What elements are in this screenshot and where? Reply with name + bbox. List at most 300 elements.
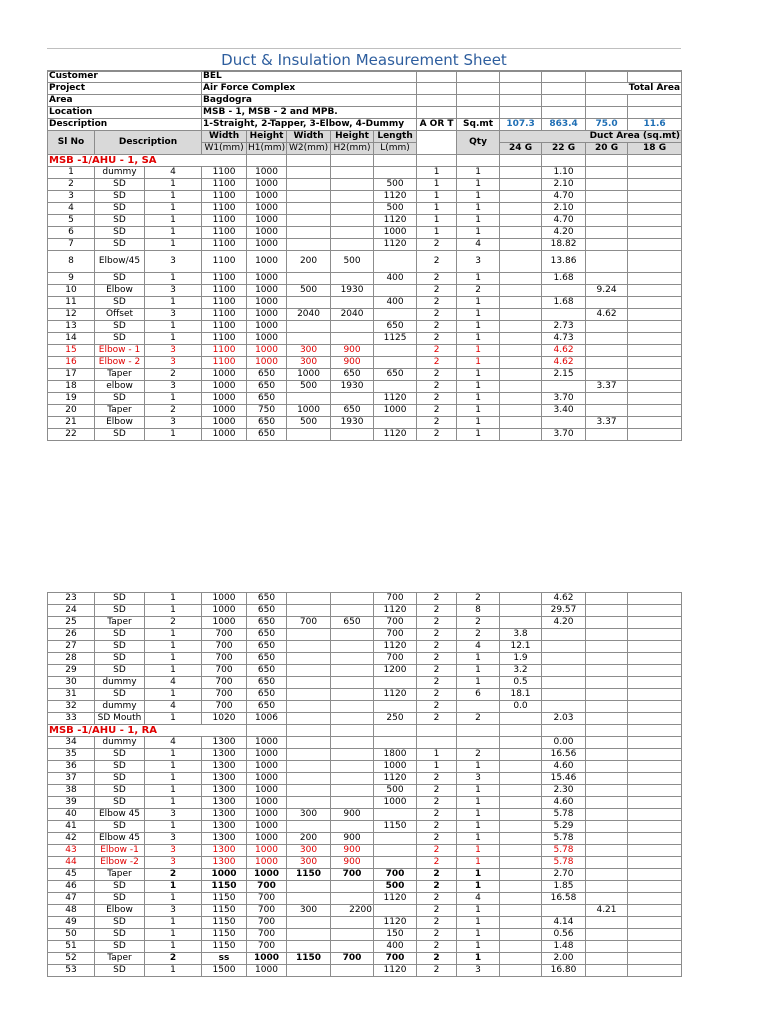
header-qty: Qty: [457, 131, 500, 155]
cell-a-or-t: 1: [417, 179, 457, 191]
cell-length: [374, 845, 417, 857]
cell-w2: [287, 797, 331, 809]
cell-type: 2: [145, 369, 202, 381]
cell-sl-no: 26: [48, 629, 95, 641]
cell-description: SD: [95, 881, 145, 893]
cell-sl-no: 11: [48, 297, 95, 309]
table-row: [48, 641, 682, 653]
cell-a-or-t: 1: [417, 191, 457, 203]
cell-description: SD: [95, 689, 145, 701]
cell-area-24g: [500, 357, 542, 369]
cell-a-or-t: 2: [417, 905, 457, 917]
cell-h1: 1000: [247, 809, 287, 821]
cell-w1: 1100: [202, 167, 247, 179]
table-row: [48, 605, 682, 617]
cell-description: SD: [95, 821, 145, 833]
cell-area-18g: [628, 797, 682, 809]
cell-type: 3: [145, 857, 202, 869]
cell-h1: 1000: [247, 749, 287, 761]
cell-area-24g: [500, 593, 542, 605]
cell-area-24g: [500, 251, 542, 273]
cell-area-20g: 4.62: [586, 309, 628, 321]
cell-area-24g: [500, 345, 542, 357]
cell-h2: [331, 215, 374, 227]
cell-h2: [331, 737, 374, 749]
cell-area-18g: [628, 953, 682, 965]
cell-area-18g: [628, 821, 682, 833]
cell-h1: 1000: [247, 203, 287, 215]
table-row: [48, 285, 682, 297]
cell-area-24g: [500, 893, 542, 905]
cell-description: Offset: [95, 309, 145, 321]
cell-type: 3: [145, 285, 202, 297]
cell-w2: [287, 893, 331, 905]
cell-area-20g: [586, 809, 628, 821]
cell-sl-no: 38: [48, 785, 95, 797]
cell-area-20g: [586, 357, 628, 369]
cell-type: 1: [145, 429, 202, 441]
cell-type: 1: [145, 641, 202, 653]
cell-h2: 700: [331, 869, 374, 881]
cell-area-24g: [500, 215, 542, 227]
cell-w2: [287, 917, 331, 929]
cell-h1: 1000: [247, 215, 287, 227]
sqmt-label: Sq.mt: [457, 119, 500, 131]
section-title-sa: MSB -1/AHU - 1, SA: [48, 155, 247, 167]
cell-sl-no: 36: [48, 761, 95, 773]
cell-w1: 1150: [202, 893, 247, 905]
cell-type: 3: [145, 845, 202, 857]
cell-a-or-t: 2: [417, 417, 457, 429]
cell-area-22g: [542, 381, 586, 393]
cell-w2: 1000: [287, 405, 331, 417]
cell-area-22g: 0.00: [542, 737, 586, 749]
cell-area-20g: [586, 641, 628, 653]
cell-type: 1: [145, 273, 202, 285]
cell-area-22g: 2.30: [542, 785, 586, 797]
cell-w2: [287, 605, 331, 617]
cell-area-24g: [500, 617, 542, 629]
cell-qty: 1: [457, 357, 500, 369]
cell-area-18g: [628, 321, 682, 333]
sheet-title: Duct & Insulation Measurement Sheet: [47, 48, 681, 72]
table-row: [48, 929, 682, 941]
cell-type: 1: [145, 333, 202, 345]
cell-sl-no: 25: [48, 617, 95, 629]
cell-description: Elbow -2: [95, 857, 145, 869]
cell-length: 650: [374, 369, 417, 381]
table-row: [48, 713, 682, 725]
cell-description: SD: [95, 215, 145, 227]
table-row: [48, 809, 682, 821]
cell-h2: [331, 429, 374, 441]
cell-description: SD: [95, 605, 145, 617]
cell-length: [374, 357, 417, 369]
cell-length: 1120: [374, 429, 417, 441]
cell-area-18g: [628, 239, 682, 251]
cell-area-18g: [628, 833, 682, 845]
cell-length: 1000: [374, 405, 417, 417]
cell-area-24g: [500, 929, 542, 941]
cell-a-or-t: 1: [417, 167, 457, 179]
cell-h1: 1000: [247, 239, 287, 251]
cell-h1: 650: [247, 665, 287, 677]
cell-area-24g: [500, 845, 542, 857]
cell-h1: 1000: [247, 773, 287, 785]
cell-qty: 1: [457, 941, 500, 953]
cell-sl-no: 31: [48, 689, 95, 701]
cell-w1: 1300: [202, 845, 247, 857]
cell-area-18g: [628, 917, 682, 929]
cell-type: 1: [145, 605, 202, 617]
cell-area-20g: [586, 227, 628, 239]
cell-area-24g: [500, 713, 542, 725]
cell-a-or-t: 2: [417, 821, 457, 833]
description-value: 1-Straight, 2-Tapper, 3-Elbow, 4-Dummy: [202, 119, 417, 131]
cell-a-or-t: 1: [417, 227, 457, 239]
cell-w1: 1000: [202, 617, 247, 629]
cell-length: 1200: [374, 665, 417, 677]
cell-area-24g: [500, 881, 542, 893]
cell-h2: [331, 965, 374, 977]
cell-sl-no: 49: [48, 917, 95, 929]
cell-length: [374, 833, 417, 845]
cell-sl-no: 41: [48, 821, 95, 833]
cell-area-18g: [628, 357, 682, 369]
cell-length: 500: [374, 203, 417, 215]
cell-h2: 900: [331, 345, 374, 357]
cell-sl-no: 35: [48, 749, 95, 761]
header-width: Width: [202, 131, 247, 143]
cell-description: SD: [95, 761, 145, 773]
cell-area-20g: 9.24: [586, 285, 628, 297]
cell-length: 1000: [374, 227, 417, 239]
cell-w1: 1500: [202, 965, 247, 977]
cell-sl-no: 16: [48, 357, 95, 369]
cell-type: 4: [145, 677, 202, 689]
cell-h1: 1000: [247, 833, 287, 845]
cell-area-22g: 13.86: [542, 251, 586, 273]
cell-qty: 1: [457, 929, 500, 941]
table-row: [48, 941, 682, 953]
cell-area-20g: [586, 773, 628, 785]
cell-w2: [287, 333, 331, 345]
cell-w1: 1000: [202, 593, 247, 605]
cell-sl-no: 20: [48, 405, 95, 417]
cell-area-20g: [586, 869, 628, 881]
cell-length: [374, 285, 417, 297]
cell-h1: 700: [247, 929, 287, 941]
cell-area-24g: [500, 905, 542, 917]
cell-area-20g: [586, 953, 628, 965]
cell-w1: ss: [202, 953, 247, 965]
location-value: MSB - 1, MSB - 2 and MPB.: [202, 107, 417, 119]
cell-qty: 1: [457, 785, 500, 797]
cell-sl-no: 43: [48, 845, 95, 857]
cell-area-22g: 4.60: [542, 797, 586, 809]
cell-type: 1: [145, 215, 202, 227]
cell-description: SD: [95, 785, 145, 797]
cell-a-or-t: 2: [417, 893, 457, 905]
cell-sl-no: 32: [48, 701, 95, 713]
cell-description: SD: [95, 893, 145, 905]
cell-sl-no: 1: [48, 167, 95, 179]
cell-w1: 1300: [202, 857, 247, 869]
cell-area-20g: [586, 653, 628, 665]
cell-area-24g: [500, 179, 542, 191]
cell-sl-no: 6: [48, 227, 95, 239]
cell-w2: [287, 203, 331, 215]
cell-qty: [457, 737, 500, 749]
table-row: [48, 821, 682, 833]
total-20g: 75.0: [586, 119, 628, 131]
cell-qty: 2: [457, 593, 500, 605]
table-row: [48, 203, 682, 215]
cell-w1: 1100: [202, 357, 247, 369]
cell-area-20g: 3.37: [586, 381, 628, 393]
cell-length: 700: [374, 593, 417, 605]
cell-h2: 1930: [331, 381, 374, 393]
cell-area-18g: [628, 809, 682, 821]
cell-area-24g: [500, 167, 542, 179]
table-row: [48, 297, 682, 309]
cell-area-20g: [586, 215, 628, 227]
total-22g: 863.4: [542, 119, 586, 131]
cell-area-18g: [628, 893, 682, 905]
cell-h2: [331, 191, 374, 203]
cell-w1: 1100: [202, 227, 247, 239]
cell-sl-no: 42: [48, 833, 95, 845]
cell-area-24g: [500, 333, 542, 345]
cell-area-22g: 1.48: [542, 941, 586, 953]
cell-a-or-t: 2: [417, 917, 457, 929]
cell-h1: 650: [247, 393, 287, 405]
cell-h1: 1000: [247, 309, 287, 321]
cell-a-or-t: 2: [417, 333, 457, 345]
header-20g: 20 G: [586, 143, 628, 155]
cell-a-or-t: 2: [417, 953, 457, 965]
cell-a-or-t: 2: [417, 869, 457, 881]
cell-area-18g: [628, 761, 682, 773]
cell-a-or-t: 2: [417, 617, 457, 629]
cell-description: SD: [95, 593, 145, 605]
cell-length: 1120: [374, 215, 417, 227]
cell-w2: 500: [287, 381, 331, 393]
table-row: [48, 845, 682, 857]
cell-a-or-t: 2: [417, 251, 457, 273]
cell-w1: 1150: [202, 881, 247, 893]
cell-type: 1: [145, 191, 202, 203]
cell-w2: [287, 191, 331, 203]
cell-area-24g: [500, 417, 542, 429]
cell-a-or-t: 2: [417, 941, 457, 953]
total-24g: 107.3: [500, 119, 542, 131]
cell-type: 1: [145, 297, 202, 309]
cell-area-18g: [628, 737, 682, 749]
cell-h2: 900: [331, 357, 374, 369]
cell-a-or-t: 2: [417, 929, 457, 941]
cell-description: SD: [95, 191, 145, 203]
cell-a-or-t: 2: [417, 393, 457, 405]
cell-length: 700: [374, 617, 417, 629]
cell-sl-no: 8: [48, 251, 95, 273]
cell-area-24g: [500, 393, 542, 405]
cell-sl-no: 53: [48, 965, 95, 977]
cell-sl-no: 14: [48, 333, 95, 345]
header-duct-area: Duct Area (sq.mt): [500, 131, 682, 143]
cell-h1: 1000: [247, 191, 287, 203]
cell-w1: 1100: [202, 191, 247, 203]
table-row: [48, 905, 682, 917]
cell-length: [374, 417, 417, 429]
cell-w1: 1000: [202, 417, 247, 429]
cell-a-or-t: 2: [417, 833, 457, 845]
cell-qty: 2: [457, 713, 500, 725]
cell-area-22g: 2.10: [542, 203, 586, 215]
cell-area-24g: [500, 773, 542, 785]
cell-area-20g: [586, 881, 628, 893]
cell-qty: 1: [457, 665, 500, 677]
cell-length: 250: [374, 713, 417, 725]
cell-h2: 650: [331, 405, 374, 417]
cell-area-22g: 4.70: [542, 191, 586, 203]
cell-area-22g: [542, 701, 586, 713]
cell-w1: 700: [202, 629, 247, 641]
cell-description: SD: [95, 797, 145, 809]
cell-h2: 650: [331, 617, 374, 629]
cell-h2: [331, 321, 374, 333]
cell-h2: [331, 797, 374, 809]
header-24g: 24 G: [500, 143, 542, 155]
cell-area-24g: [500, 273, 542, 285]
cell-description: Taper: [95, 617, 145, 629]
cell-qty: 1: [457, 881, 500, 893]
cell-a-or-t: 2: [417, 665, 457, 677]
cell-area-22g: 16.58: [542, 893, 586, 905]
cell-a-or-t: 2: [417, 357, 457, 369]
cell-w1: 1300: [202, 749, 247, 761]
cell-h1: 650: [247, 381, 287, 393]
cell-h1: 1000: [247, 179, 287, 191]
cell-area-22g: 5.29: [542, 821, 586, 833]
cell-length: [374, 905, 417, 917]
cell-description: SD: [95, 179, 145, 191]
cell-sl-no: 40: [48, 809, 95, 821]
cell-area-22g: 2.70: [542, 869, 586, 881]
table-row: [48, 761, 682, 773]
table-row: [48, 881, 682, 893]
cell-w1: 1000: [202, 429, 247, 441]
cell-a-or-t: 2: [417, 881, 457, 893]
table-row: [48, 629, 682, 641]
cell-length: [374, 809, 417, 821]
cell-w2: [287, 821, 331, 833]
cell-area-24g: 3.2: [500, 665, 542, 677]
cell-qty: 1: [457, 761, 500, 773]
cell-h2: [331, 701, 374, 713]
cell-w2: [287, 629, 331, 641]
cell-area-20g: [586, 857, 628, 869]
cell-area-20g: [586, 785, 628, 797]
cell-area-18g: [628, 857, 682, 869]
cell-area-24g: 0.0: [500, 701, 542, 713]
cell-h2: [331, 333, 374, 345]
cell-area-22g: 4.62: [542, 357, 586, 369]
cell-w2: [287, 653, 331, 665]
cell-h2: [331, 167, 374, 179]
cell-area-22g: 1.85: [542, 881, 586, 893]
cell-h2: [331, 677, 374, 689]
cell-w2: [287, 677, 331, 689]
table-row: [48, 893, 682, 905]
cell-area-18g: [628, 345, 682, 357]
cell-area-18g: [628, 689, 682, 701]
table-row: [48, 405, 682, 417]
cell-a-or-t: 2: [417, 369, 457, 381]
cell-h2: [331, 297, 374, 309]
cell-w1: 1150: [202, 941, 247, 953]
cell-w2: 300: [287, 905, 331, 917]
cell-qty: 1: [457, 321, 500, 333]
cell-area-22g: [542, 629, 586, 641]
cell-a-or-t: 2: [417, 809, 457, 821]
cell-length: [374, 737, 417, 749]
table-row: [48, 797, 682, 809]
cell-h2: 700: [331, 953, 374, 965]
cell-sl-no: 52: [48, 953, 95, 965]
cell-type: 2: [145, 405, 202, 417]
cell-area-22g: 1.10: [542, 167, 586, 179]
cell-type: 1: [145, 773, 202, 785]
cell-area-20g: [586, 689, 628, 701]
cell-length: 1000: [374, 761, 417, 773]
cell-area-22g: [542, 309, 586, 321]
cell-description: SD: [95, 273, 145, 285]
cell-type: 3: [145, 357, 202, 369]
cell-type: 1: [145, 797, 202, 809]
measurement-table-2: [47, 592, 682, 977]
cell-length: [374, 345, 417, 357]
cell-qty: 1: [457, 833, 500, 845]
cell-type: 1: [145, 227, 202, 239]
cell-a-or-t: 2: [417, 857, 457, 869]
cell-area-18g: [628, 941, 682, 953]
cell-a-or-t: 2: [417, 309, 457, 321]
cell-h2: [331, 941, 374, 953]
cell-a-or-t: 2: [417, 429, 457, 441]
cell-description: Elbow - 1: [95, 345, 145, 357]
cell-type: 1: [145, 881, 202, 893]
cell-area-20g: [586, 833, 628, 845]
cell-area-20g: [586, 629, 628, 641]
cell-description: dummy: [95, 737, 145, 749]
cell-w1: 1300: [202, 821, 247, 833]
cell-type: 1: [145, 821, 202, 833]
cell-type: 3: [145, 833, 202, 845]
cell-h2: 650: [331, 369, 374, 381]
cell-length: 400: [374, 273, 417, 285]
cell-qty: 1: [457, 215, 500, 227]
cell-length: 1800: [374, 749, 417, 761]
cell-type: 3: [145, 905, 202, 917]
cell-w1: 1300: [202, 785, 247, 797]
cell-w2: [287, 227, 331, 239]
cell-area-22g: 1.68: [542, 297, 586, 309]
cell-area-24g: [500, 737, 542, 749]
cell-sl-no: 29: [48, 665, 95, 677]
cell-w2: [287, 773, 331, 785]
cell-a-or-t: 2: [417, 701, 457, 713]
